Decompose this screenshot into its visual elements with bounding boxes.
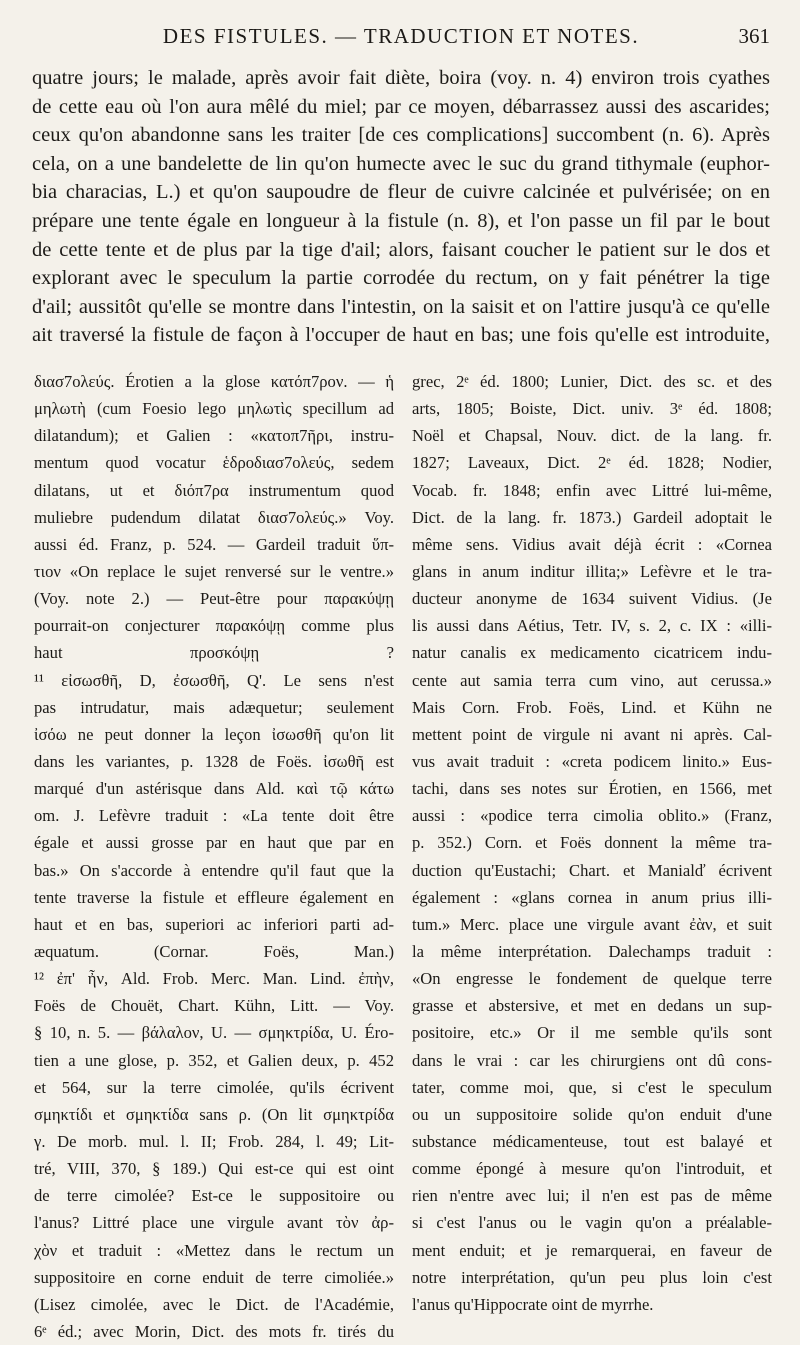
note-line: égale et aussi grosse par en haut que par en [34, 833, 394, 853]
note-line: Mais Corn. Frob. Foës, Lind. et Kühn ne [412, 697, 772, 717]
main-text-line: bia characias, L.) et qu'on saupoudre de fleur de cuivre calcinée et pulvérisée; on en [32, 181, 770, 204]
main-text-line: ait traversé la fistule de façon à l'occuper de haut en bas; une fois qu'elle est introduite, [32, 324, 770, 347]
main-text-line: de cette tente et de plus par la tige d'ail; alors, faisant coucher le patient sur le dos et [32, 238, 770, 261]
note-line: glans in anum inditur illita;» Lefèvre et le tra- [412, 561, 772, 581]
note-line: Foës de Chouët, Chart. Kühn, Litt. — Voy. [34, 996, 394, 1016]
note-line: dans les variantes, p. 1328 de Foës. ἰσωθῆ est [34, 751, 394, 771]
note-line: natur canalis ex medicamento cicatricem indu- [412, 643, 772, 663]
main-text-line: cela, on a une bandelette de lin qu'on humecte avec le suc du grand tithymale (euphor- [32, 152, 770, 175]
note-line: τιον «On replace le sujet renversé sur le ventre.» [34, 561, 394, 581]
note-line: mettent point de virgule ni avant ni après. Cal- [412, 724, 772, 744]
note-line: vus avait traduit : «creta podicem linito.» Eus- [412, 751, 772, 771]
note-line: tien a une glose, p. 352, et Galien deux, p. 452 [34, 1050, 394, 1070]
note-line: ou un suppositoire solide qu'on enduit d'une [412, 1104, 772, 1124]
note-line: æquatum. (Cornar. Foës, Man.) [34, 941, 394, 961]
note-line: χὸν et traduit : «Mettez dans le rectum un [34, 1240, 394, 1260]
note-line: notre interprétation, qu'un peu plus loin c'est [412, 1267, 772, 1287]
note-line: γ. De morb. mul. l. II; Frob. 284, l. 49; Lit- [34, 1131, 394, 1151]
main-text-line: prépare une tente égale en longueur à la fistule (n. 8), et l'on passe un fil par le bout [32, 209, 770, 232]
note-line: grec, 2ᵉ éd. 1800; Lunier, Dict. des sc. et des [412, 372, 772, 391]
note-line: même sens. Vidius avait déjà écrit : «Cornea [412, 534, 772, 554]
note-line: «On engresse le fondement de quelque terre [412, 969, 772, 989]
note-line: dans le vrai : car les chirurgiens ont dû cons- [412, 1050, 772, 1070]
note-line: si c'est l'anus ou le vagin qu'on a préalable- [412, 1213, 772, 1233]
note-line: tente traverse la fistule et effleure également en [34, 887, 394, 907]
running-title: DES FISTULES. — TRADUCTION ET NOTES. [162, 24, 640, 48]
note-line: tum.» Merc. place une virgule avant ἐὰν, et suit [412, 914, 772, 934]
note-line: 6ᵉ éd.; avec Morin, Dict. des mots fr. tirés du [34, 1321, 394, 1341]
note-line: dilatans, ut et διόπ7ρα instrumentum quod [34, 480, 394, 500]
note-line: Dict. de la lang. fr. 1873.) Gardeil adoptait le [412, 507, 772, 527]
note-line: 1827; Laveaux, Dict. 2ᵉ éd. 1828; Nodier, [412, 453, 772, 473]
note-line: rien n'entre avec lui; il n'en est pas de même [412, 1186, 772, 1206]
note-line: haut προσκόψῃ ? [34, 643, 394, 663]
note-line: aussi éd. Franz, p. 524. — Gardeil traduit ὕπ- [34, 534, 394, 554]
note-line: μηλωτὴ (cum Foesio lego μηλωτὶς specillum ad [34, 399, 394, 419]
note-line: la même interprétation. Dalechamps traduit : [412, 941, 772, 961]
note-line: (Voy. note 2.) — Peut-être pour παρακύψῃ [34, 589, 394, 609]
note-line: ¹² ἐπ' ἦν, Ald. Frob. Merc. Man. Lind. ἐπὴν, [34, 969, 394, 989]
note-line: marqué d'un astérisque dans Ald. καὶ τῷ κάτω [34, 779, 394, 799]
note-line: tré, VIII, 370, § 189.) Qui est-ce qui est oint [34, 1159, 394, 1179]
note-line: positoire, etc.» Or il me semble qu'ils sont [412, 1023, 772, 1043]
note-line: et 564, sur la terre cimolée, qu'ils écrivent [34, 1077, 394, 1097]
note-line: lis aussi dans Aétius, Tetr. IV, s. 2, c. IX : «illi- [412, 616, 772, 636]
main-text-line: de cette eau où l'on aura mêlé du miel; par ce moyen, débarrassez aussi des ascarides; [32, 95, 770, 118]
note-line: l'anus qu'Hippocrate oint de myrrhe. [412, 1294, 654, 1314]
note-line: p. 352.) Corn. et Foës donnent la même tra- [412, 833, 772, 853]
note-line: mentum quod vocatur ἑδροδιασ7ολεύς, sedem [34, 453, 394, 473]
note-line: διασ7ολεύς. Érotien a la glose κατόπ7ρον. — ἡ [34, 372, 394, 391]
note-line: ment enduit; et je remarquerai, en faveur de [412, 1240, 772, 1260]
main-text-line: quatre jours; le malade, après avoir fait diète, boira (voy. n. 4) environ trois cyathes [32, 67, 770, 89]
note-line: haut et en bas, superiori ac inferiori parti ad- [34, 914, 394, 934]
note-line: ducteur anonyme de 1634 suivent Vidius. (Je [412, 589, 772, 609]
note-line: cente aut samia terra cum vino, aut cerussa.» [412, 670, 772, 690]
note-line: pourrait-on conjecturer παρακόψῃ comme plus [34, 616, 394, 636]
note-line: dilatandum); et Galien : «κατοπ7ῆρι, instru- [34, 426, 394, 446]
note-line: § 10, n. 5. — βάλαλον, U. — σμηκτρίδα, U. Éro- [34, 1023, 394, 1043]
page-number: 361 [738, 24, 770, 48]
note-line: grasse et abstersive, et met en dedans un sup- [412, 996, 772, 1016]
notes-right-column [412, 368, 772, 1318]
note-line: om. J. Lefèvre traduit : «La tente doit être [34, 806, 394, 826]
note-line: bas.» On s'accorde à entendre qu'il faut que la [34, 860, 394, 880]
note-line: pas intrudatur, mais adæquetur; seulement [34, 697, 394, 717]
note-line: comme épongé à mesure qu'on l'introduit, et [412, 1159, 772, 1179]
note-line: Vocab. fr. 1848; enfin avec Littré lui-même, [412, 480, 772, 500]
note-line: (Lisez cimolée, avec le Dict. de l'Académie, [34, 1294, 394, 1314]
main-text [32, 64, 770, 350]
note-line: aussi : «podice terra cimolia oblito.» (Franz, [412, 806, 772, 826]
note-line: muliebre pudendum dilatat διασ7ολεύς.» Voy. [34, 507, 394, 527]
note-line: tater, comme moi, que, si c'est le speculum [412, 1077, 772, 1097]
main-text-line: d'ail; aussitôt qu'elle se montre dans l'intestin, on la saisit et on l'attire jusqu'à ce qu'elle [32, 295, 770, 318]
note-line: l'anus? Littré place une virgule avant τὸν ἀρ- [34, 1213, 394, 1233]
main-text-line: ceux qu'on abandonne sans les traiter [de ces complications] succombent (n. 6). Après [32, 124, 770, 147]
note-line: également : «glans cornea in anum prius illi- [412, 887, 772, 907]
note-line: Noël et Chapsal, Nouv. dict. de la lang. fr. [412, 426, 772, 446]
note-line: ¹¹ εἰσωσθῆ, D, ἐσωσθῆ, Q'. Le sens n'est [34, 670, 394, 690]
note-line: substance médicamenteuse, tout est balayé et [412, 1131, 772, 1151]
running-head [32, 24, 770, 54]
notes-left-column [34, 368, 394, 1345]
note-line: σμηκτίδι et σμηκτίδα sans ρ. (On lit σμηκτρίδα [34, 1104, 394, 1124]
note-line: tachi, dans ses notes sur Érotien, en 1566, met [412, 779, 772, 799]
note-line: duction qu'Eustachi; Chart. et Manialď écrivent [412, 860, 772, 880]
note-line: ἰσόω ne peut donner la leçon ἰσωσθῆ qu'on lit [34, 724, 394, 744]
main-text-line: explorant avec le speculum la partie corrodée du rectum, on y fait pénétrer la tige [32, 267, 770, 290]
note-line: de terre cimolée? Est-ce le suppositoire ou [34, 1186, 394, 1206]
note-line: suppositoire en corne enduit de terre cimoliée.» [34, 1267, 394, 1287]
note-line: arts, 1805; Boiste, Dict. univ. 3ᵉ éd. 1808; [412, 399, 772, 419]
